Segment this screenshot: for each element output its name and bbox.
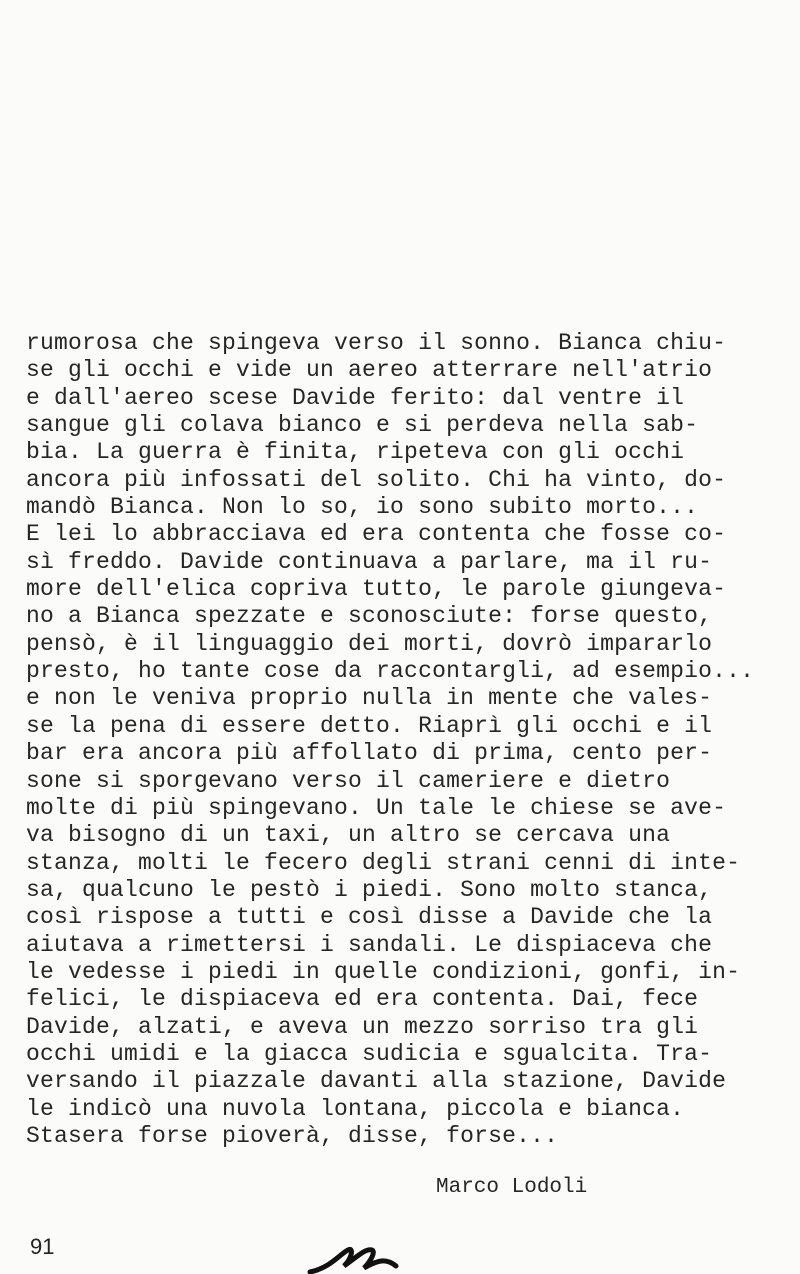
- text-line: more dell'elica copriva tutto, le parole giungeva-: [26, 576, 727, 603]
- text-line: va bisogno di un taxi, un altro se cercava una: [26, 822, 671, 849]
- text-line: sone si sporgevano verso il cameriere e dietro: [26, 767, 671, 794]
- text-line: felici, le dispiaceva ed era contenta. Dai, fece: [26, 986, 699, 1013]
- text-line: e dall'aereo scese Davide ferito: dal ventre il: [26, 384, 685, 411]
- text-line: le vedesse i piedi in quelle condizioni, gonfi, in-: [26, 958, 741, 985]
- text-line: le indicò una nuvola lontana, piccola e bianca.: [26, 1095, 685, 1122]
- story-text: [26, 330, 796, 1150]
- text-line: pensò, è il linguaggio dei morti, dovrò impararlo: [26, 630, 713, 657]
- signature-mark: [300, 1244, 420, 1274]
- text-line: sa, qualcuno le pestò i piedi. Sono molto stanca,: [26, 876, 713, 903]
- text-line: stanza, molti le fecero degli strani cenni di inte-: [26, 849, 741, 876]
- text-line: mandò Bianca. Non lo so, io sono subito morto...: [26, 494, 699, 521]
- text-line: così rispose a tutti e così disse a Davide che la: [26, 904, 713, 931]
- text-line: rumorosa che spingeva verso il sonno. Bianca chiu-: [26, 330, 727, 356]
- text-line: ancora più infossati del solito. Chi ha vinto, do-: [26, 466, 727, 493]
- page-number: 91: [30, 1234, 55, 1259]
- author-name: Marco Lodoli: [436, 1176, 588, 1199]
- text-line: bar era ancora più affollato di prima, cento per-: [26, 740, 713, 767]
- text-line: e non le veniva proprio nulla in mente che vales-: [26, 685, 713, 712]
- text-line: Stasera forse pioverà, disse, forse...: [26, 1122, 559, 1149]
- text-line: occhi umidi e la giacca sudicia e sgualcita. Tra-: [26, 1040, 713, 1067]
- text-line: versando il piazzale davanti alla stazione, Davide: [26, 1068, 727, 1095]
- text-line: sangue gli colava bianco e si perdeva nella sab-: [26, 412, 699, 439]
- text-line: aiutava a rimettersi i sandali. Le dispiaceva che: [26, 931, 713, 958]
- text-line: se la pena di essere detto. Riaprì gli occhi e il: [26, 712, 713, 739]
- text-line: se gli occhi e vide un aereo atterrare nell'atrio: [26, 357, 713, 384]
- text-line: bia. La guerra è finita, ripeteva con gli occhi: [26, 439, 685, 466]
- text-line: no a Bianca spezzate e sconosciute: forse questo,: [26, 603, 713, 630]
- text-line: molte di più spingevano. Un tale le chiese se ave-: [26, 794, 727, 821]
- text-line: sì freddo. Davide continuava a parlare, ma il ru-: [26, 548, 713, 575]
- text-line: Davide, alzati, e aveva un mezzo sorriso tra gli: [26, 1013, 699, 1040]
- text-line: E lei lo abbracciava ed era contenta che fosse co-: [26, 521, 727, 548]
- text-line: presto, ho tante cose da raccontargli, ad esempio...: [26, 658, 755, 685]
